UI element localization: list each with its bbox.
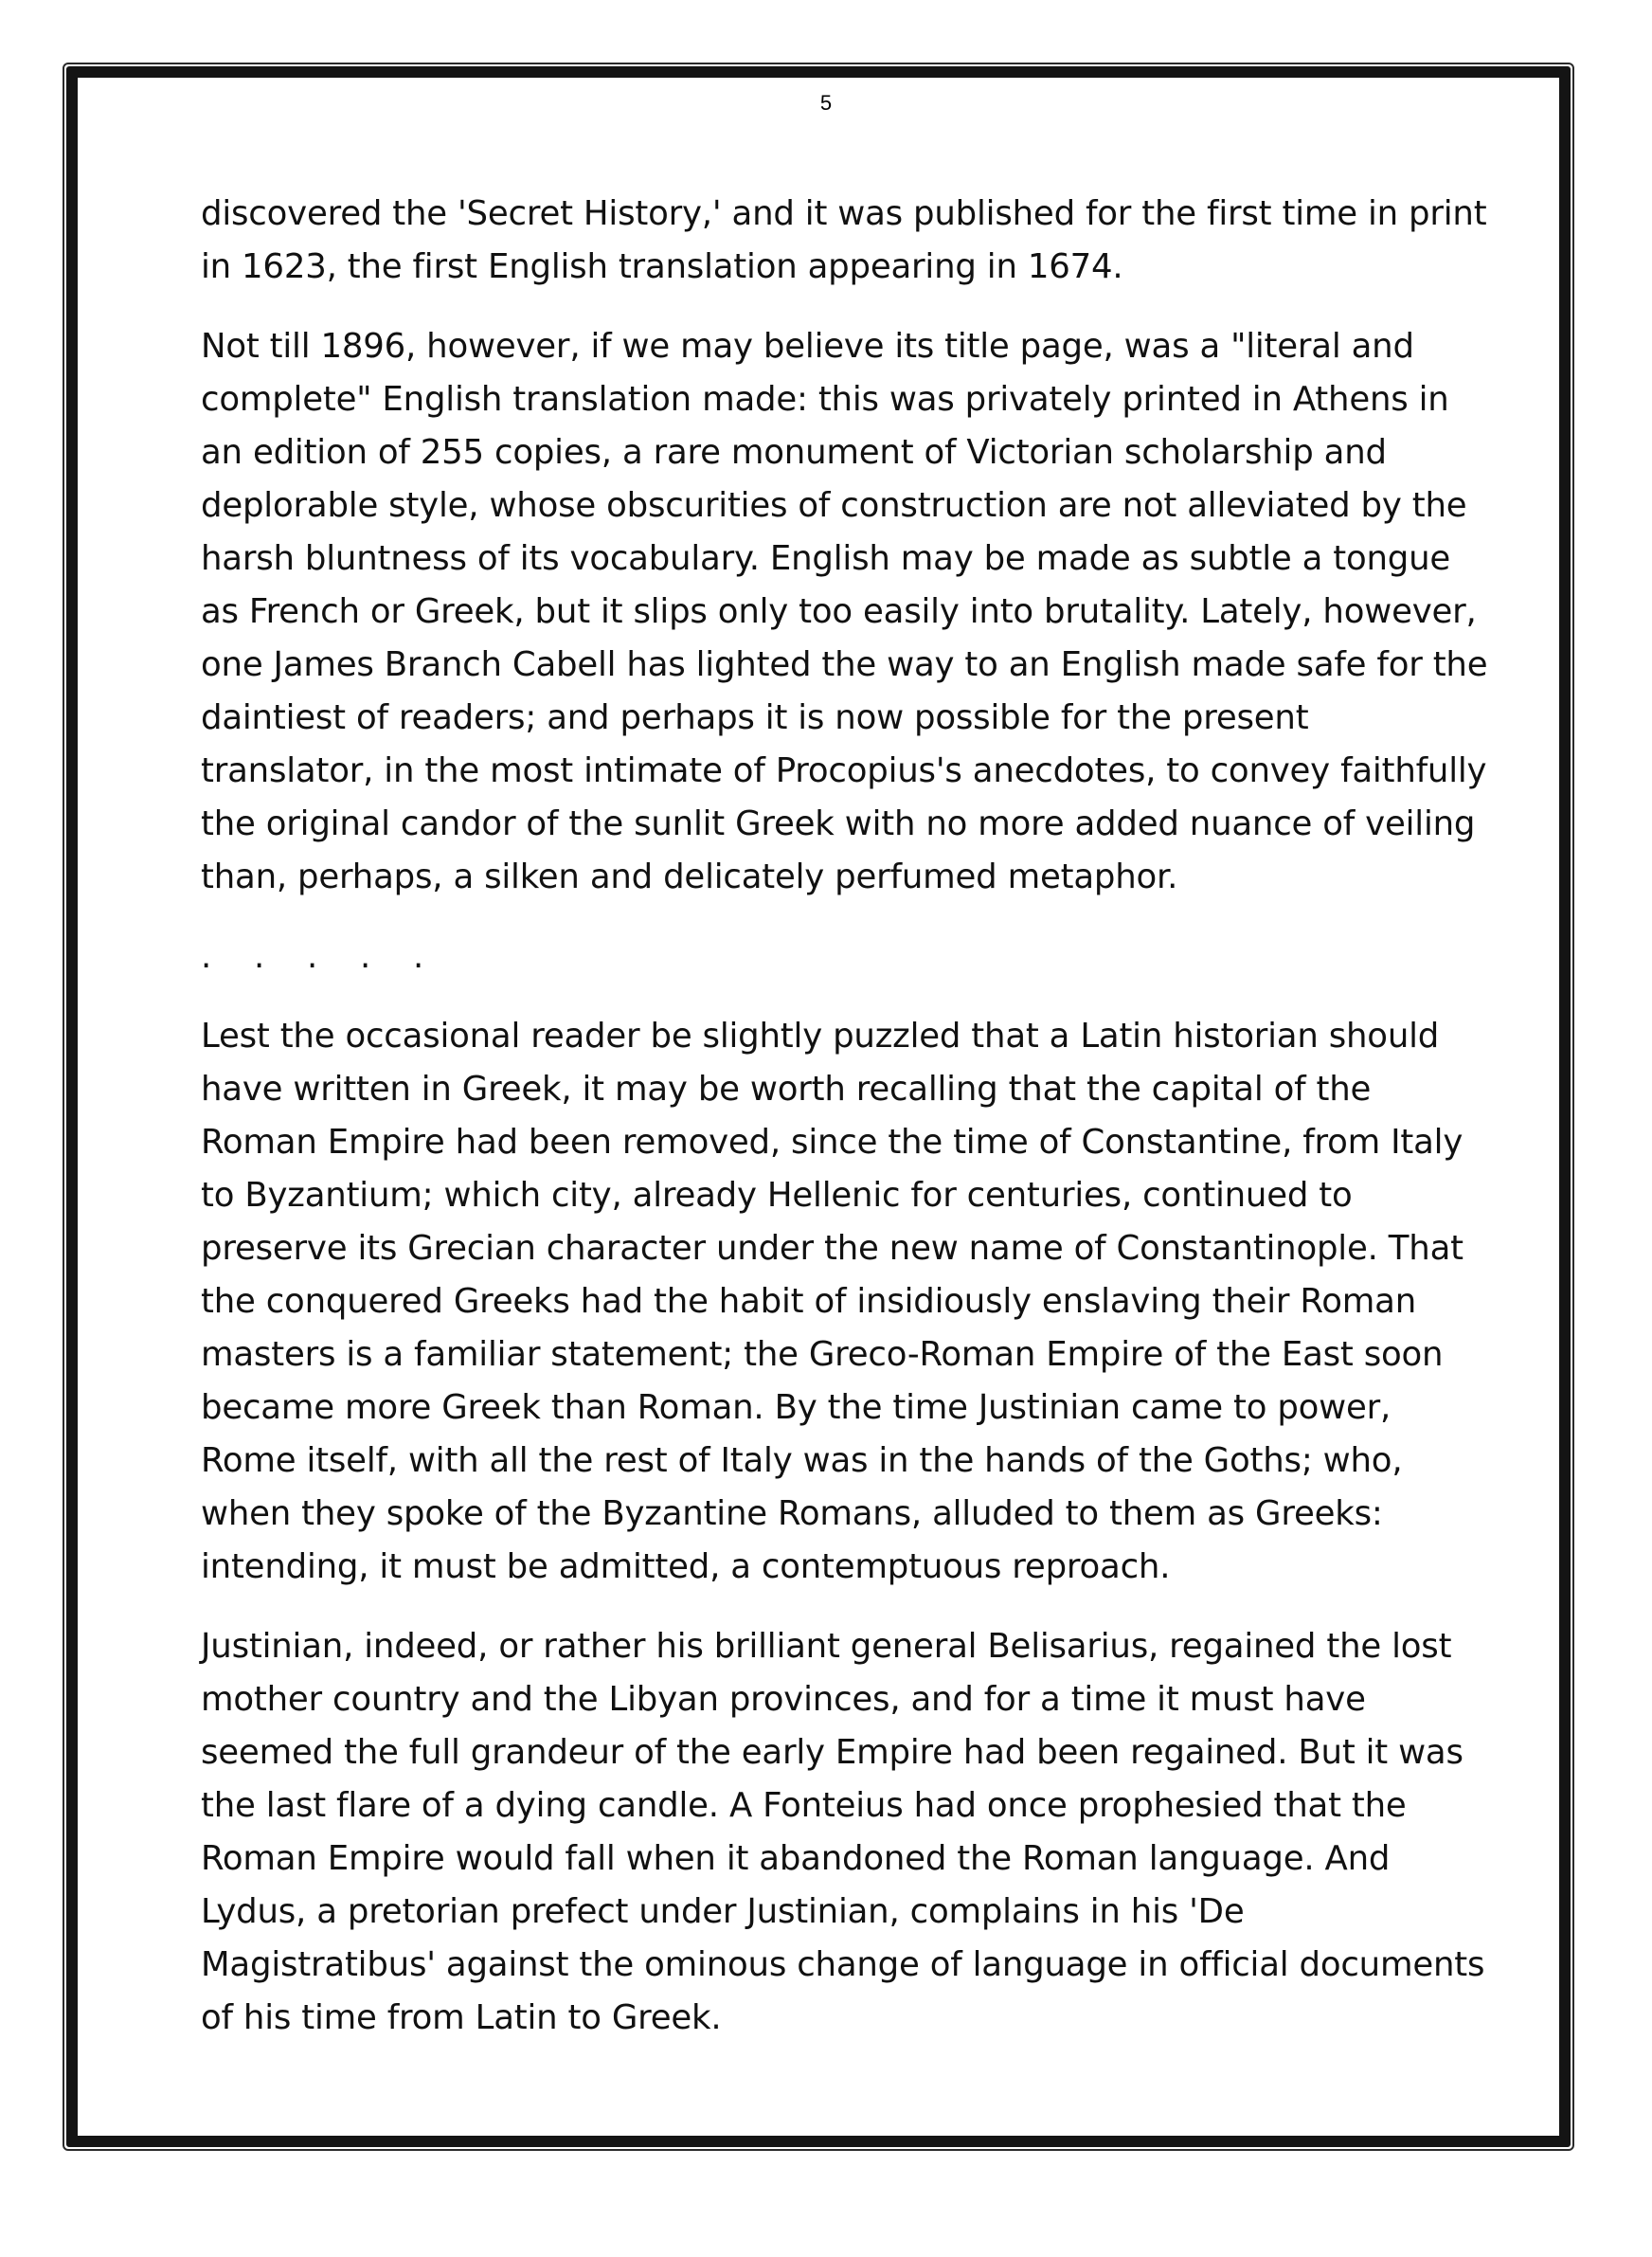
paragraph-1: discovered the 'Secret History,' and it was published for the first time in print in 1623, the first English translation appearing in 1674.	[201, 194, 1487, 286]
separator-dot: .	[360, 937, 371, 976]
page-number: 5	[819, 91, 833, 115]
separator-dot: .	[307, 937, 318, 976]
paragraph-2: Not till 1896, however, if we may believe its title page, was a "literal and complete" English translation made: this was privately printed in Athens in an edition of 255 copies, a rare monument of Victorian scholarship and deplorable style, whose obscurities of construction are not alleviated by the harsh bluntness of its vocabulary. English may be made as subtle a tongue as French or Greek, but it slips only too easily into brutality. Lately, however, one James Branch Cabell has lighted the way to an English made safe for the daintiest of readers; and perhaps it is now possible for the present translator, in the most intimate of Procopius's anecdotes, to convey faithfully the original candor of the sunlit Greek with no more added nuance of veiling than, perhaps, a silken and delicately perfumed metaphor.	[201, 327, 1488, 896]
paragraph-4: Justinian, indeed, or rather his brilliant general Belisarius, regained the lost mother country and the Libyan provinces, and for a time it must have seemed the full grandeur of the early Empire had been regained. But it was the last flare of a dying candle. A Fonteius had once prophesied that the Roman Empire would fall when it abandoned the Roman language. And Lydus, a pretorian prefect under Justinian, complains in his 'De Magistratibus' against the ominous change of language in official documents of his time from Latin to Greek.	[201, 1627, 1485, 2037]
separator-dot: .	[413, 937, 424, 976]
section-separator	[201, 930, 1489, 984]
separator-dot: .	[201, 937, 212, 976]
paragraph-3: Lest the occasional reader be slightly puzzled that a Latin historian should have written in Greek, it may be worth recalling that the capital of the Roman Empire had been removed, since the time of Constantine, from Italy to Byzantium; which city, already Hellenic for centuries, continued to preserve its Grecian character under the new name of Constantinople. That the conquered Greeks had the habit of insidiously enslaving their Roman masters is a familiar statement; the Greco-Roman Empire of the East soon became more Greek than Roman. By the time Justinian came to power, Rome itself, with all the rest of Italy was in the hands of the Goths; who, when they spoke of the Byzantine Romans, alluded to them as Greeks: intending, it must be admitted, a contemptuous reproach.	[201, 1017, 1463, 1586]
page-body	[201, 188, 1489, 2071]
separator-dot: .	[254, 937, 265, 976]
